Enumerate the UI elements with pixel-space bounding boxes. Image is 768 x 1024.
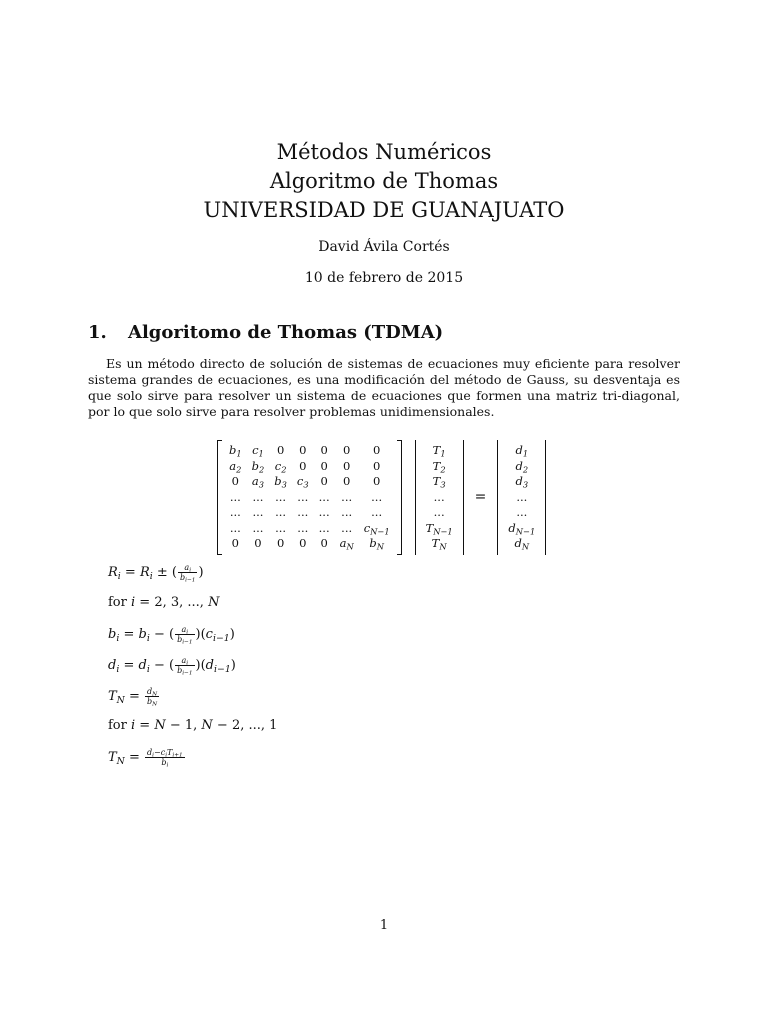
matrix-entry: 0 bbox=[342, 458, 351, 473]
matrix-entry: $a_2$ bbox=[229, 458, 242, 474]
matrix-entry: $c_2$ bbox=[274, 458, 287, 474]
matrix-entry: $c_1$ bbox=[252, 443, 264, 459]
matrix-entry: 0 bbox=[254, 536, 262, 550]
d-vector-entry: $d_{N-1}$ bbox=[508, 520, 536, 536]
coefficient-matrix-table bbox=[224, 443, 395, 552]
t-vector-row bbox=[421, 443, 458, 459]
t-vector-entry: $T_N$ bbox=[431, 536, 447, 552]
matrix-entry: ... bbox=[297, 520, 309, 535]
matrix-entry: ... bbox=[318, 505, 330, 519]
matrix-entry: 0 bbox=[276, 443, 285, 457]
matrix-entry: 0 bbox=[320, 443, 328, 457]
matrix-entry: $a_N$ bbox=[339, 536, 354, 552]
title-line-university: UNIVERSIDAD DE GUANAJUATO bbox=[203, 198, 565, 222]
unknown-vector bbox=[412, 440, 467, 555]
formula-loop-backward: for i = N − 1, N − 2, ..., 1 bbox=[108, 718, 278, 733]
matrix-entry: $b_3$ bbox=[274, 474, 287, 490]
formula-d-update: $d_i = d_i$ − ( $\frac{a_i}{b_{i-1}}$ )$(d_{i-1})$ bbox=[108, 656, 236, 677]
matrix-entry: 0 bbox=[299, 458, 307, 473]
matrix-entry: ... bbox=[297, 505, 309, 519]
t-vector-row bbox=[421, 536, 458, 552]
matrix-entry: 0 bbox=[342, 443, 351, 457]
d-vector-row bbox=[503, 443, 540, 459]
rhs-vector bbox=[494, 440, 549, 555]
matrix-entry: ... bbox=[229, 505, 241, 519]
matrix-entry: ... bbox=[341, 505, 353, 519]
matrix-entry: 0 bbox=[231, 474, 239, 488]
matrix-entry: ... bbox=[252, 520, 264, 535]
section-heading bbox=[88, 322, 443, 343]
matrix-entry: 0 bbox=[299, 536, 307, 550]
matrix-row bbox=[224, 490, 395, 506]
t-vector-row bbox=[421, 521, 458, 537]
intro-paragraph: Es un método directo de solución de sistemas de ecuaciones muy eficiente para resolver sistema grandes de ecuaciones, es una modificación del método de Gauss, su desventaja es que solo sirve para resolver un sistema de ecuaciones que formen una matriz tri-diagonal, por lo que solo sirve para resolver problemas unidimensionales. bbox=[88, 356, 680, 419]
title-line-course: Métodos Numéricos bbox=[276, 140, 492, 164]
d-vector-row bbox=[503, 490, 540, 506]
matrix-entry: ... bbox=[318, 489, 330, 504]
d-vector-entry: ... bbox=[516, 489, 528, 504]
matrix-entry: ... bbox=[297, 489, 309, 504]
matrix-entry: ... bbox=[229, 489, 241, 504]
formula-tn: $T_N$ = $\frac{d_N}{b_N}$ bbox=[108, 687, 158, 708]
matrix-entry: $b_N$ bbox=[369, 536, 384, 552]
matrix-entry: ... bbox=[341, 520, 353, 535]
matrix-entry: 0 bbox=[320, 536, 328, 550]
equals-sign: = bbox=[474, 489, 487, 506]
unknown-vector-table bbox=[421, 443, 458, 552]
d-vector-row bbox=[503, 521, 540, 537]
title-line-topic: Algoritmo de Thomas bbox=[269, 169, 499, 193]
t-vector-row bbox=[421, 459, 458, 475]
matrix-entry: ... bbox=[341, 489, 353, 504]
page-number: 1 bbox=[379, 918, 389, 933]
section-title: Algoritomo de Thomas (TDMA) bbox=[128, 322, 444, 343]
matrix-entry: ... bbox=[252, 489, 264, 504]
formula-loop-forward: for i = 2, 3, ..., N bbox=[108, 595, 220, 610]
formula-back-substitution: $T_N$ = $\frac{d_i-c_iT_{i+1}}{b_i}$ bbox=[108, 748, 183, 769]
matrix-entry: 0 bbox=[320, 458, 328, 473]
matrix-row bbox=[224, 521, 395, 537]
matrix-entry: 0 bbox=[372, 443, 381, 457]
rhs-vector-table bbox=[503, 443, 540, 552]
t-vector-entry: ... bbox=[433, 489, 445, 504]
t-vector-row bbox=[421, 474, 458, 490]
matrix-entry: ... bbox=[318, 520, 330, 535]
d-vector-row bbox=[503, 536, 540, 552]
matrix-entry: $c_{N-1}$ bbox=[363, 520, 390, 536]
matrix-entry: ... bbox=[275, 505, 287, 519]
document-title bbox=[0, 138, 768, 225]
d-vector-entry: $d_N$ bbox=[514, 536, 530, 552]
t-vector-row bbox=[421, 505, 458, 521]
t-vector-entry: $T_3$ bbox=[432, 474, 446, 490]
t-vector-entry: ... bbox=[433, 505, 445, 519]
matrix-entry: $b_1$ bbox=[229, 443, 242, 459]
d-vector-entry: $d_2$ bbox=[515, 458, 529, 474]
matrix-entry: ... bbox=[275, 520, 287, 535]
matrix-row bbox=[224, 459, 395, 475]
author: David Ávila Cortés bbox=[318, 239, 450, 255]
d-vector-entry: $d_1$ bbox=[515, 443, 529, 459]
matrix-entry: 0 bbox=[342, 474, 351, 488]
formula-b-update: $b_i = b_i$ − ( $\frac{a_i}{b_{i-1}}$ )$(c_{i-1})$ bbox=[108, 625, 235, 646]
matrix-row bbox=[224, 505, 395, 521]
t-vector-row bbox=[421, 490, 458, 506]
matrix-entry: $a_3$ bbox=[251, 474, 265, 490]
date: 10 de febrero de 2015 bbox=[304, 270, 464, 286]
matrix-entry: 0 bbox=[299, 443, 307, 457]
matrix-entry: ... bbox=[229, 520, 241, 535]
matrix-row bbox=[224, 474, 395, 490]
matrix-entry: 0 bbox=[372, 474, 381, 488]
matrix-entry: 0 bbox=[231, 536, 239, 550]
coefficient-matrix bbox=[217, 440, 402, 555]
matrix-entry: 0 bbox=[372, 458, 381, 473]
matrix-entry: 0 bbox=[276, 536, 285, 550]
matrix-entry: $c_3$ bbox=[296, 474, 309, 490]
section-number: 1. bbox=[88, 322, 107, 343]
matrix-entry: ... bbox=[371, 489, 383, 504]
matrix-row bbox=[224, 536, 395, 552]
matrix-row bbox=[224, 443, 395, 459]
matrix-entry: ... bbox=[371, 505, 383, 519]
d-vector-row bbox=[503, 505, 540, 521]
formula-row-operation: $R_i = R_i$ ± ( $\frac{a_i}{b_{i-1}}$ ) bbox=[108, 563, 204, 584]
d-vector-row bbox=[503, 459, 540, 475]
t-vector-entry: $T_1$ bbox=[432, 443, 446, 459]
tridiagonal-system bbox=[217, 440, 549, 555]
d-vector-entry: ... bbox=[516, 505, 528, 519]
t-vector-entry: $T_{N-1}$ bbox=[425, 520, 453, 536]
matrix-entry: ... bbox=[275, 489, 287, 504]
matrix-entry: $b_2$ bbox=[251, 458, 265, 474]
d-vector-entry: $d_3$ bbox=[515, 474, 529, 490]
t-vector-entry: $T_2$ bbox=[432, 458, 446, 474]
matrix-entry: 0 bbox=[320, 474, 328, 488]
d-vector-row bbox=[503, 474, 540, 490]
matrix-entry: ... bbox=[252, 505, 264, 519]
